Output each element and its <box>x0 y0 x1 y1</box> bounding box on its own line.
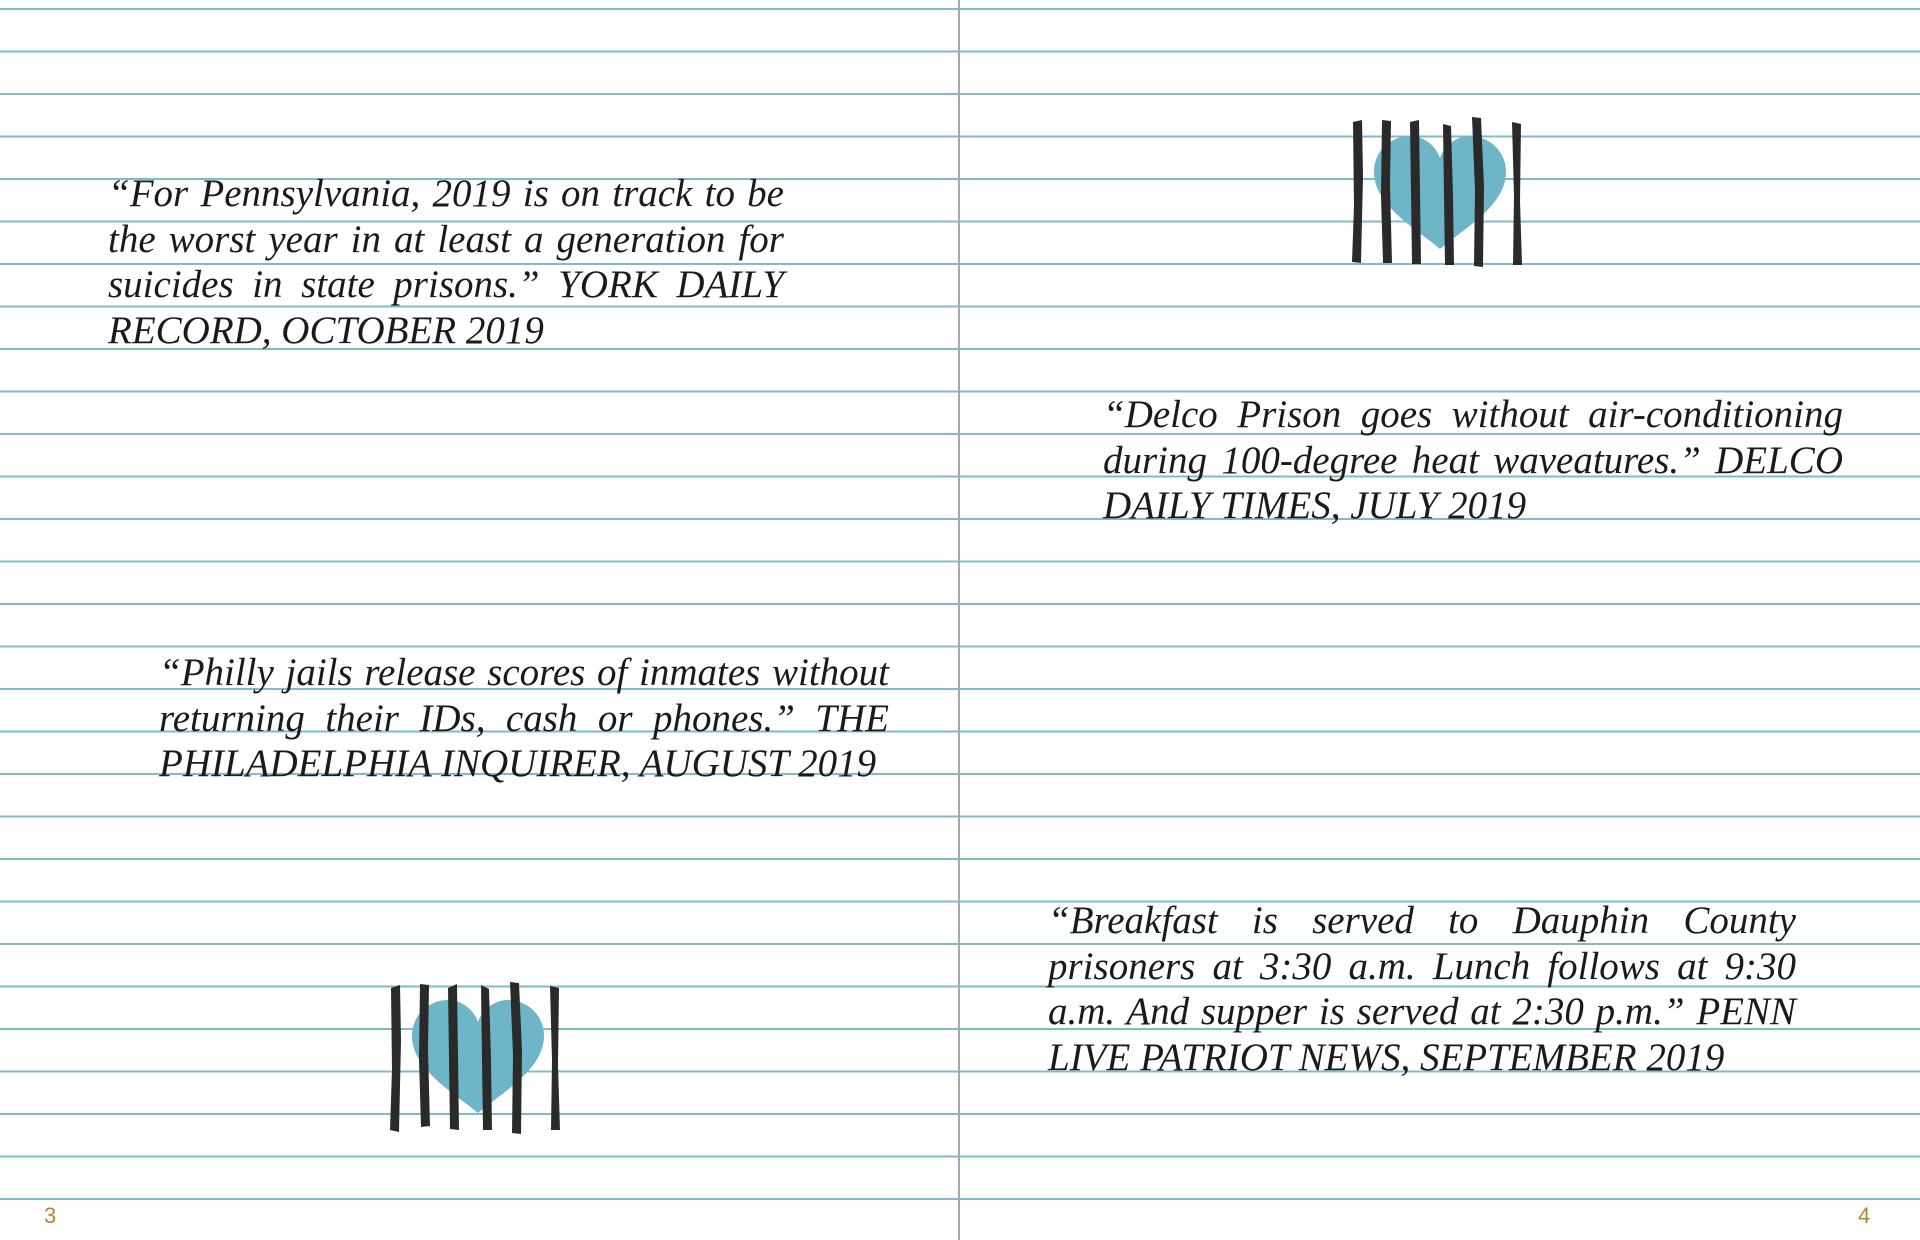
quote-york-daily-record: “For Pennsylvania, 2019 is on track to be the worst year in at least a generation for suicides in state prisons.” YORK DAILY RECORD, OCTOBER 2019 <box>108 172 784 352</box>
heart-shape <box>1374 136 1506 249</box>
page-number-left: 3 <box>44 1203 57 1228</box>
heart-shape <box>412 1000 544 1113</box>
quote-penn-live-patriot-news: “Breakfast is served to Dauphin County prisoners at 3:30 a.m. Lunch follows at 9:30 a.m. And supper is served at 2:30 p.m.” PENN LIVE PATRIOT NEWS, SEPTEMBER 2019 <box>1048 899 1796 1079</box>
heart-behind-bars-icon <box>1350 116 1530 271</box>
page-number-right: 4 <box>1858 1203 1871 1228</box>
heart-behind-bars-icon <box>388 980 568 1135</box>
page-spine-divider <box>958 0 960 1240</box>
quote-delco-daily-times: “Delco Prison goes without air-conditioning during 100-degree heat waveatures.” DELCO DAILY TIMES, JULY 2019 <box>1103 393 1843 527</box>
quote-philadelphia-inquirer: “Philly jails release scores of inmates without returning their IDs, cash or phones.” THE PHILADELPHIA INQUIRER, AUGUST 2019 <box>159 651 889 785</box>
